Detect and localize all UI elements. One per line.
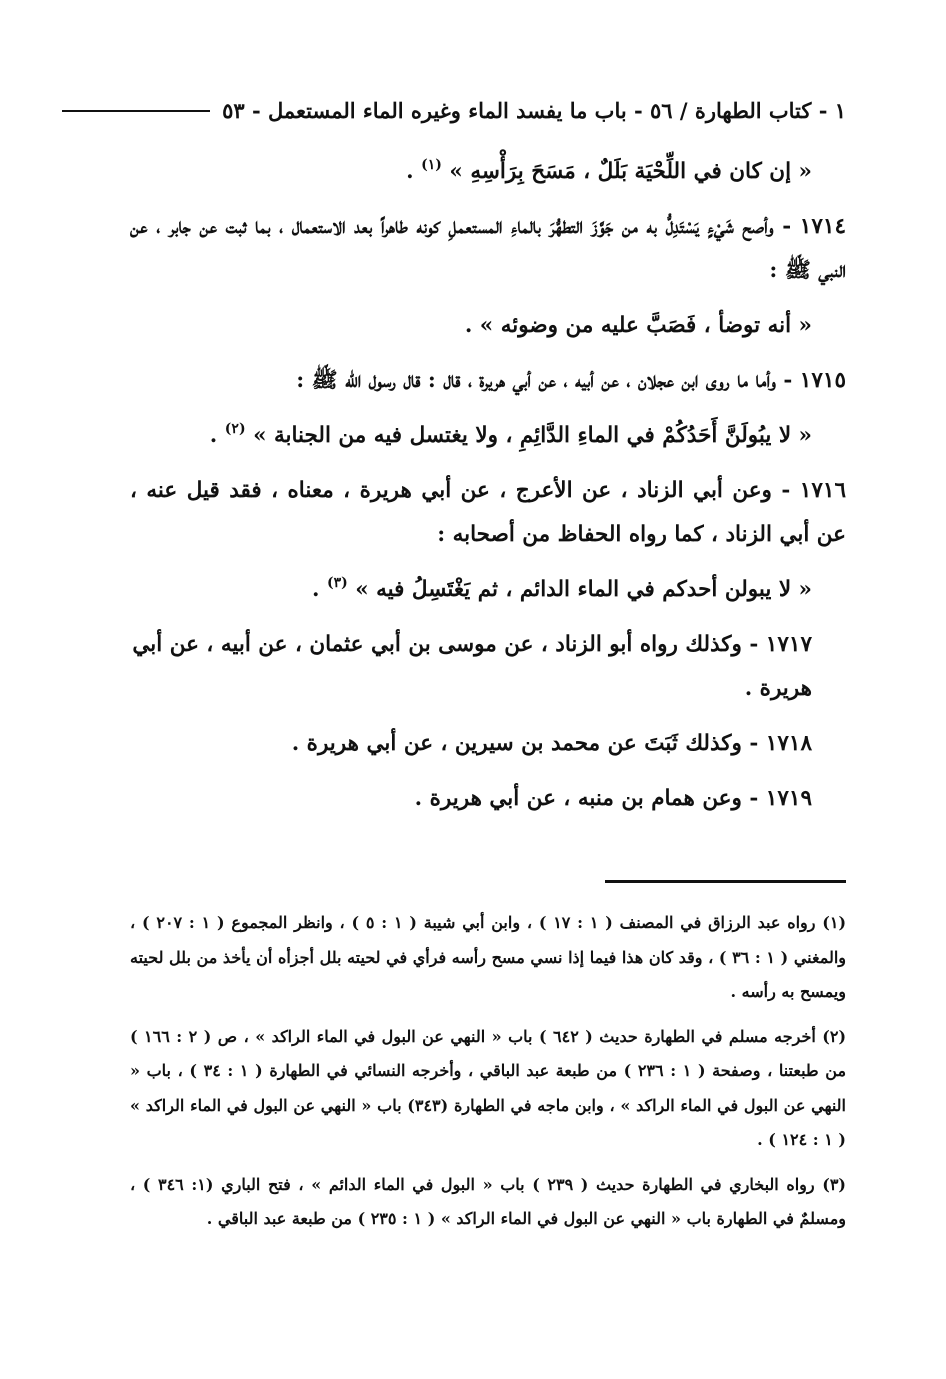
- paragraph-text: ١٧١٦ - وعن أبي الزناد ، عن الأعرج ، عن أبي هريرة ، معناه ، فقد قيل عنه ، عن أبي الزناد ، كما رواه الحفاظ من أصحابه :: [130, 478, 846, 547]
- paragraph-end: .: [209, 423, 225, 448]
- footnote-3: (٣) رواه البخاري في الطهارة حديث ( ٢٣٩ ) باب « البول في الماء الدائم » ، فتح الباري (١: ٣٤٦ ) ، ومسلمٌ في الطهارة باب « النهي عن البول في الماء الراكد » ( ١ : ٢٣٥ ) من طبعة عبد الباقي .: [130, 1174, 846, 1228]
- footnote-ref: (١): [421, 157, 442, 173]
- paragraph-end: .: [311, 577, 327, 602]
- paragraph-1715: [130, 359, 846, 403]
- paragraph-1714: [130, 205, 846, 293]
- paragraph-text: « لا يبولن أحدكم في الماء الدائم ، ثم يَغْتَسِلُ فيه »: [355, 577, 812, 602]
- header-title: ١ - كتاب الطهارة / ٥٦ - باب ما يفسد الماء وغيره الماء المستعمل - ٥٣: [222, 98, 846, 123]
- paragraph-text: ١٧١٥ - وأما ما روى ابن عجلان ، عن أبيه ، عن أبي هريرة ، قال : قال رسول الله ﷺ :: [296, 368, 846, 393]
- footnotes: [130, 906, 846, 1247]
- header-rule: [62, 110, 210, 112]
- running-header: [130, 98, 846, 123]
- footnote-ref: (٢): [224, 421, 246, 437]
- paragraph-text: « إن كان في اللِّحْيَة بَلَلٌ ، مَسَحَ بِرَأْسِهِ »: [449, 159, 812, 184]
- paragraph-quote: [130, 304, 846, 348]
- paragraph-1718: [130, 722, 846, 766]
- paragraph-quote: [130, 414, 846, 458]
- footnote-1: (١) رواه عبد الرزاق في المصنف ( ١ : ١٧ ) ، وابن أبي شيبة ( ١ : ٥ ) ، وانظر المجموع ( ١ : ٢٠٧ ) ، والمغني ( ١ : ٣٦ ) ، وقد كان هذا فيما إذا نسي مسح رأسه فرأي في لحيته بلل أجزأه أن يأخذ من بلل لحيته ويمسح به رأسه .: [130, 913, 847, 1001]
- paragraph-1717: [130, 623, 846, 711]
- paragraph-text: ١٧١٩ - وعن همام بن منبه ، عن أبي هريرة .: [414, 786, 812, 811]
- paragraph-text: « لا يبُولَنَّ أَحَدُكُمْ في الماءِ الدَّائِمِ ، ولا يغتسل فيه من الجنابة »: [253, 423, 812, 448]
- footnote-2: (٢) أخرجه مسلم في الطهارة حديث ( ٦٤٢ ) باب « النهي عن البول في الماء الراكد » ، ص ( ٢ : ١٦٦ ) من طبعتنا ، وصفحة ( ١ : ٢٣٦ ) من طبعة عبد الباقي ، وأخرجه النسائي في الطهارة ( ١ : ٣٤ ) ، باب « النهي عن البول في الماء الراكد » ، وابن ماجه في الطهارة (٣٤٣) باب « النهي عن البول في الماء الراكد » ( ١ : ١٢٤ ) .: [130, 1026, 847, 1149]
- paragraph-text: « أنه توضأ ، فَصَبَّ عليه من وضوئه » .: [464, 313, 812, 338]
- paragraph-text: ١٧١٨ - وكذلك ثَبَتَ عن محمد بن سيرين ، عن أبي هريرة .: [291, 731, 812, 756]
- main-text: [130, 150, 846, 832]
- footnote-separator: [605, 880, 846, 883]
- paragraph-end: .: [406, 159, 422, 184]
- paragraph-1719: [130, 777, 846, 821]
- paragraph-text: ١٧١٧ - وكذلك رواه أبو الزناد ، عن موسى بن أبي عثمان ، عن أبيه ، عن أبي هريرة .: [132, 632, 812, 701]
- paragraph-text: ١٧١٤ - وأصح شَيْءٍ يَسْتَدِلُّ به من جَوَّزَ التطهُّرَ بالماءِ المستعملِ كونه طاهراً بعد الاستعمال ، بما ثبت عن جابر ، عن النبي ﷺ :: [130, 214, 846, 283]
- paragraph-1716: [130, 469, 846, 557]
- paragraph-quote: [130, 150, 846, 194]
- footnote-ref: (٣): [326, 575, 348, 591]
- paragraph-quote: [130, 568, 846, 612]
